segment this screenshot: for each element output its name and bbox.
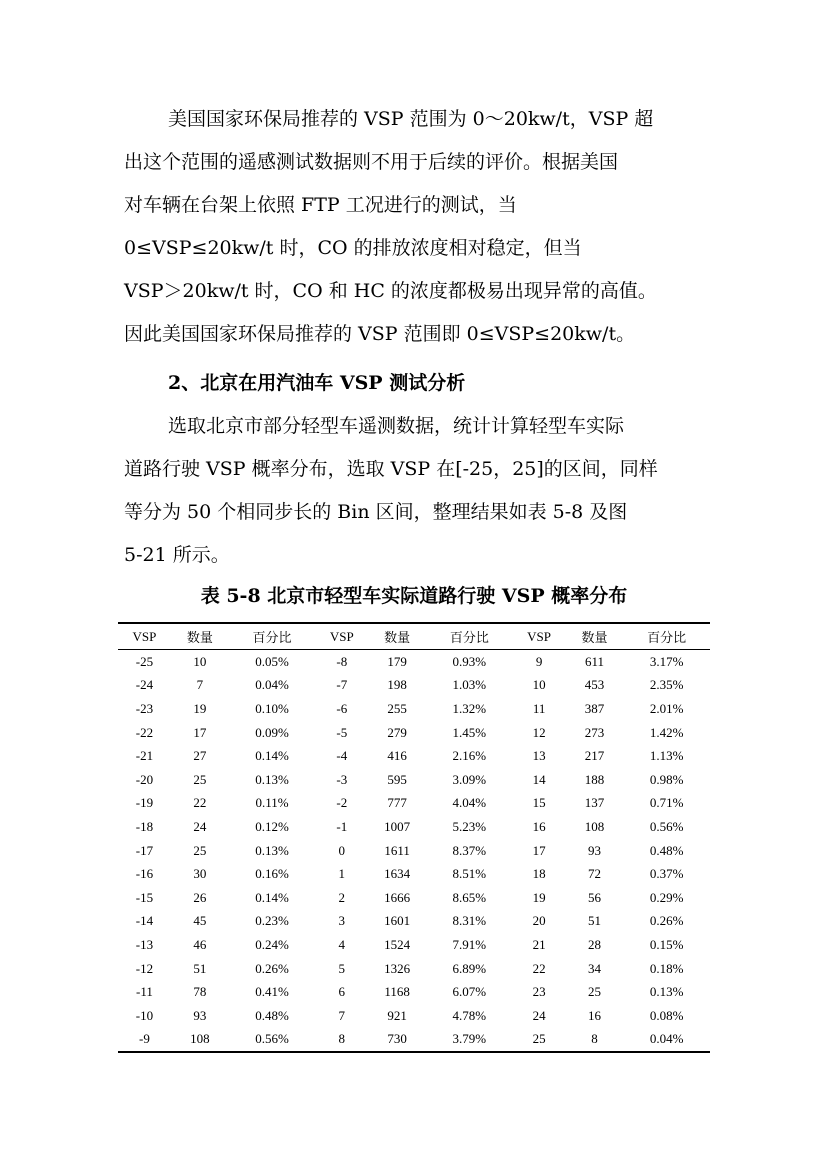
table-cell: 2.35% bbox=[649, 677, 684, 693]
table-cell: 3.17% bbox=[649, 653, 684, 669]
table-row bbox=[118, 980, 710, 1004]
table-cell: 595 bbox=[387, 771, 407, 787]
table-cell: 7.91% bbox=[452, 936, 487, 952]
table-cell: 19 bbox=[532, 889, 546, 905]
table-cell: -9 bbox=[118, 1028, 171, 1053]
table-cell: 611 bbox=[584, 653, 604, 669]
table-cell: 1.13% bbox=[649, 748, 684, 764]
table-cell: 56 bbox=[587, 889, 601, 905]
table-cell: 17 bbox=[532, 842, 546, 858]
table-cell: 0.41% bbox=[255, 984, 289, 1000]
table-cell: 5.23% bbox=[452, 818, 487, 834]
table-cell: 25 bbox=[587, 984, 601, 1000]
table-row bbox=[118, 886, 710, 910]
table-cell: 0.56% bbox=[649, 818, 684, 834]
text-line: 美国国家环保局推荐的 VSP 范围为 0～20kw/t，VSP 超 bbox=[168, 108, 654, 130]
table-cell: 0.04% bbox=[255, 677, 289, 693]
column-header: 数量 bbox=[566, 623, 624, 650]
table-cell: 0.23% bbox=[255, 913, 289, 929]
table-cell: 10 bbox=[193, 653, 207, 669]
table-cell: 93 bbox=[587, 842, 601, 858]
table-cell: -12 bbox=[135, 960, 154, 976]
table-cell: 12 bbox=[532, 724, 546, 740]
table-cell: 7 bbox=[338, 1007, 346, 1023]
table-cell: -3 bbox=[336, 771, 348, 787]
table-cell: -4 bbox=[336, 748, 348, 764]
table-cell: 93 bbox=[193, 1007, 207, 1023]
table-cell: 25 bbox=[193, 842, 207, 858]
table-cell: 8.65% bbox=[452, 889, 487, 905]
table-cell: 3.09% bbox=[452, 771, 487, 787]
table-cell: 20 bbox=[532, 913, 546, 929]
table-cell: -1 bbox=[336, 818, 348, 834]
table-cell: 6.07% bbox=[452, 984, 487, 1000]
column-header: VSP bbox=[118, 623, 171, 650]
text-line: 选取北京市部分轻型车遥测数据，统计计算轻型车实际 bbox=[168, 415, 625, 437]
table-cell: -21 bbox=[135, 748, 154, 764]
table-cell: 453 bbox=[584, 677, 605, 693]
table-cell: -20 bbox=[135, 771, 154, 787]
table-cell: 387 bbox=[584, 700, 605, 716]
table-cell: 0.24% bbox=[255, 936, 289, 952]
table-cell: 0.05% bbox=[255, 653, 289, 669]
table-cell: 3.79% bbox=[426, 1028, 513, 1053]
table-cell: 3 bbox=[338, 913, 346, 929]
table-cell: 51 bbox=[587, 913, 601, 929]
section-heading: 2、北京在用汽油车 VSP 测试分析 bbox=[168, 372, 466, 394]
table-cell: -15 bbox=[135, 889, 154, 905]
table-row bbox=[118, 862, 710, 886]
table-cell: 255 bbox=[387, 700, 407, 716]
table-cell: -5 bbox=[336, 724, 348, 740]
table-cell: 1.32% bbox=[452, 700, 487, 716]
table-cell: 5 bbox=[338, 960, 346, 976]
table-cell: 0.15% bbox=[649, 936, 684, 952]
table-cell: 0.93% bbox=[452, 653, 487, 669]
table-cell: 2.16% bbox=[452, 748, 487, 764]
table-cell: 188 bbox=[584, 771, 605, 787]
table-row bbox=[118, 697, 710, 721]
table-cell: -18 bbox=[135, 818, 154, 834]
table-cell: 24 bbox=[193, 818, 207, 834]
table-cell: 17 bbox=[193, 724, 207, 740]
table-title: 表 5-8 北京市轻型车实际道路行驶 VSP 概率分布 bbox=[200, 585, 628, 607]
table-row bbox=[118, 910, 710, 934]
table-cell: 26 bbox=[193, 889, 207, 905]
table-cell: 0.10% bbox=[255, 700, 289, 716]
table-cell: 8.37% bbox=[452, 842, 487, 858]
table-cell: 16 bbox=[587, 1007, 601, 1023]
table-cell: 4 bbox=[338, 936, 346, 952]
table-cell: -19 bbox=[135, 795, 154, 811]
table-cell: 22 bbox=[532, 960, 546, 976]
table-cell: 1.42% bbox=[649, 724, 684, 740]
table-cell: 2.01% bbox=[649, 700, 684, 716]
table-cell: 108 bbox=[584, 818, 605, 834]
table-cell: -25 bbox=[135, 653, 154, 669]
text-line: 等分为 50 个相同步长的 Bin 区间，整理结果如表 5-8 及图 bbox=[124, 501, 628, 523]
table-cell: 9 bbox=[535, 653, 543, 669]
column-header: 百分比 bbox=[426, 623, 513, 650]
table-cell: 273 bbox=[584, 724, 605, 740]
table-cell: 7 bbox=[196, 677, 204, 693]
text-line: 5-21 所示。 bbox=[124, 544, 230, 566]
text-line: 因此美国国家环保局推荐的 VSP 范围即 0≤VSP≤20kw/t。 bbox=[124, 323, 636, 345]
table-cell: 217 bbox=[584, 748, 605, 764]
column-header: VSP bbox=[315, 623, 368, 650]
table-cell: 0.13% bbox=[255, 771, 289, 787]
table-cell: 30 bbox=[193, 866, 207, 882]
table-cell: 0.37% bbox=[649, 866, 684, 882]
table-cell: 18 bbox=[532, 866, 546, 882]
table-cell: 0.48% bbox=[649, 842, 684, 858]
table-row bbox=[118, 792, 710, 816]
table-cell: 8.31% bbox=[452, 913, 487, 929]
table-cell: 0.14% bbox=[255, 748, 289, 764]
table-cell: 15 bbox=[532, 795, 546, 811]
table-cell: 1.45% bbox=[452, 724, 487, 740]
table-cell: -8 bbox=[336, 653, 348, 669]
table-cell: 2 bbox=[338, 889, 346, 905]
table-cell: 0.29% bbox=[649, 889, 684, 905]
table-cell: 14 bbox=[532, 771, 546, 787]
table-cell: 0.56% bbox=[229, 1028, 316, 1053]
text-line: 道路行驶 VSP 概率分布，选取 VSP 在[-25，25]的区间，同样 bbox=[124, 458, 658, 480]
table-cell: 1524 bbox=[384, 936, 411, 952]
table-cell: 8.51% bbox=[452, 866, 487, 882]
table-cell: 730 bbox=[368, 1028, 426, 1053]
table-cell: 179 bbox=[387, 653, 407, 669]
column-header: VSP bbox=[513, 623, 566, 650]
table-cell: 198 bbox=[387, 677, 407, 693]
table-cell: 4.78% bbox=[452, 1007, 487, 1023]
table-cell: 1.03% bbox=[452, 677, 487, 693]
table-cell: 0.13% bbox=[649, 984, 684, 1000]
table-cell: 72 bbox=[587, 866, 601, 882]
table-cell: 0.04% bbox=[623, 1028, 710, 1053]
table-cell: -23 bbox=[135, 700, 154, 716]
column-header: 百分比 bbox=[623, 623, 710, 650]
table-cell: 0.08% bbox=[649, 1007, 684, 1023]
table-cell: 1007 bbox=[384, 818, 411, 834]
table-cell: -10 bbox=[135, 1007, 154, 1023]
table-cell: 1326 bbox=[384, 960, 411, 976]
table-cell: -17 bbox=[135, 842, 154, 858]
table-cell: 25 bbox=[193, 771, 207, 787]
table-cell: 0.26% bbox=[255, 960, 289, 976]
text-line: 出这个范围的遥感测试数据则不用于后续的评价。根据美国 bbox=[124, 151, 619, 173]
table-cell: -24 bbox=[135, 677, 154, 693]
table-cell: 46 bbox=[193, 936, 207, 952]
table-cell: 22 bbox=[193, 795, 207, 811]
table-cell: 1168 bbox=[384, 984, 410, 1000]
table-row bbox=[118, 1004, 710, 1028]
table-cell: 19 bbox=[193, 700, 207, 716]
table-cell: 23 bbox=[532, 984, 546, 1000]
table-row bbox=[118, 933, 710, 957]
table-cell: 0.26% bbox=[649, 913, 684, 929]
table-cell: 0.13% bbox=[255, 842, 289, 858]
table-row bbox=[118, 650, 710, 674]
table-row bbox=[118, 768, 710, 792]
text-line: 0≤VSP≤20kw/t 时，CO 的排放浓度相对稳定，但当 bbox=[124, 237, 582, 259]
table-cell: 1666 bbox=[384, 889, 411, 905]
table-cell: 16 bbox=[532, 818, 546, 834]
table-cell: -14 bbox=[135, 913, 154, 929]
table-header-row bbox=[118, 623, 710, 650]
table-cell: 0.18% bbox=[649, 960, 684, 976]
table-cell: 25 bbox=[513, 1028, 566, 1053]
text-line: VSP＞20kw/t 时，CO 和 HC 的浓度都极易出现异常的高值。 bbox=[124, 280, 657, 302]
table-cell: -22 bbox=[135, 724, 154, 740]
table-cell: 279 bbox=[387, 724, 407, 740]
table-cell: 137 bbox=[584, 795, 605, 811]
table-cell: -7 bbox=[336, 677, 348, 693]
table-cell: -13 bbox=[135, 936, 154, 952]
table-cell: 0.71% bbox=[649, 795, 684, 811]
table-cell: 1634 bbox=[384, 866, 411, 882]
table-cell: 921 bbox=[387, 1007, 407, 1023]
table-cell: 51 bbox=[193, 960, 207, 976]
table-row bbox=[118, 839, 710, 863]
table-cell: 0.14% bbox=[255, 889, 289, 905]
table-row bbox=[118, 957, 710, 981]
table-cell: 34 bbox=[587, 960, 601, 976]
table-cell: 0.48% bbox=[255, 1007, 289, 1023]
table-cell: 10 bbox=[532, 677, 546, 693]
table-cell: 0.12% bbox=[255, 818, 289, 834]
table-cell: 1 bbox=[338, 866, 346, 882]
table-cell: 27 bbox=[193, 748, 207, 764]
table-cell: 1601 bbox=[384, 913, 411, 929]
table-body bbox=[118, 650, 710, 1053]
table-cell: 777 bbox=[387, 795, 407, 811]
table-cell: 13 bbox=[532, 748, 546, 764]
table-cell: 28 bbox=[587, 936, 601, 952]
table-cell: 6 bbox=[338, 984, 346, 1000]
table-row bbox=[118, 721, 710, 745]
column-header: 百分比 bbox=[229, 623, 316, 650]
table-cell: 416 bbox=[387, 748, 407, 764]
paragraph-beijing-analysis bbox=[124, 405, 704, 577]
table-cell: 0.11% bbox=[255, 795, 289, 811]
table-cell: 0.98% bbox=[649, 771, 684, 787]
table-cell: -11 bbox=[136, 984, 153, 1000]
table-cell: 6.89% bbox=[452, 960, 487, 976]
table-cell: 0.16% bbox=[255, 866, 289, 882]
table-cell: 108 bbox=[171, 1028, 229, 1053]
table-row bbox=[118, 674, 710, 698]
table-cell: 0 bbox=[338, 842, 346, 858]
column-header: 数量 bbox=[171, 623, 229, 650]
table-cell: 78 bbox=[193, 984, 207, 1000]
table-cell: -6 bbox=[336, 700, 348, 716]
table-cell: 11 bbox=[532, 700, 546, 716]
table-row bbox=[118, 1028, 710, 1053]
table-cell: 21 bbox=[532, 936, 546, 952]
vsp-distribution-table bbox=[118, 622, 710, 1053]
table-cell: 8 bbox=[566, 1028, 624, 1053]
paragraph-vsp-range bbox=[124, 98, 704, 356]
table-cell: -16 bbox=[135, 866, 154, 882]
table-cell: 0.09% bbox=[255, 724, 289, 740]
table-row bbox=[118, 815, 710, 839]
table-cell: -2 bbox=[336, 795, 348, 811]
column-header: 数量 bbox=[368, 623, 426, 650]
table-cell: 45 bbox=[193, 913, 207, 929]
table-cell: 1611 bbox=[384, 842, 410, 858]
table-cell: 8 bbox=[315, 1028, 368, 1053]
table-row bbox=[118, 744, 710, 768]
table-cell: 4.04% bbox=[452, 795, 487, 811]
text-line: 对车辆在台架上依照 FTP 工况进行的测试，当 bbox=[124, 194, 517, 216]
table-cell: 24 bbox=[532, 1007, 546, 1023]
